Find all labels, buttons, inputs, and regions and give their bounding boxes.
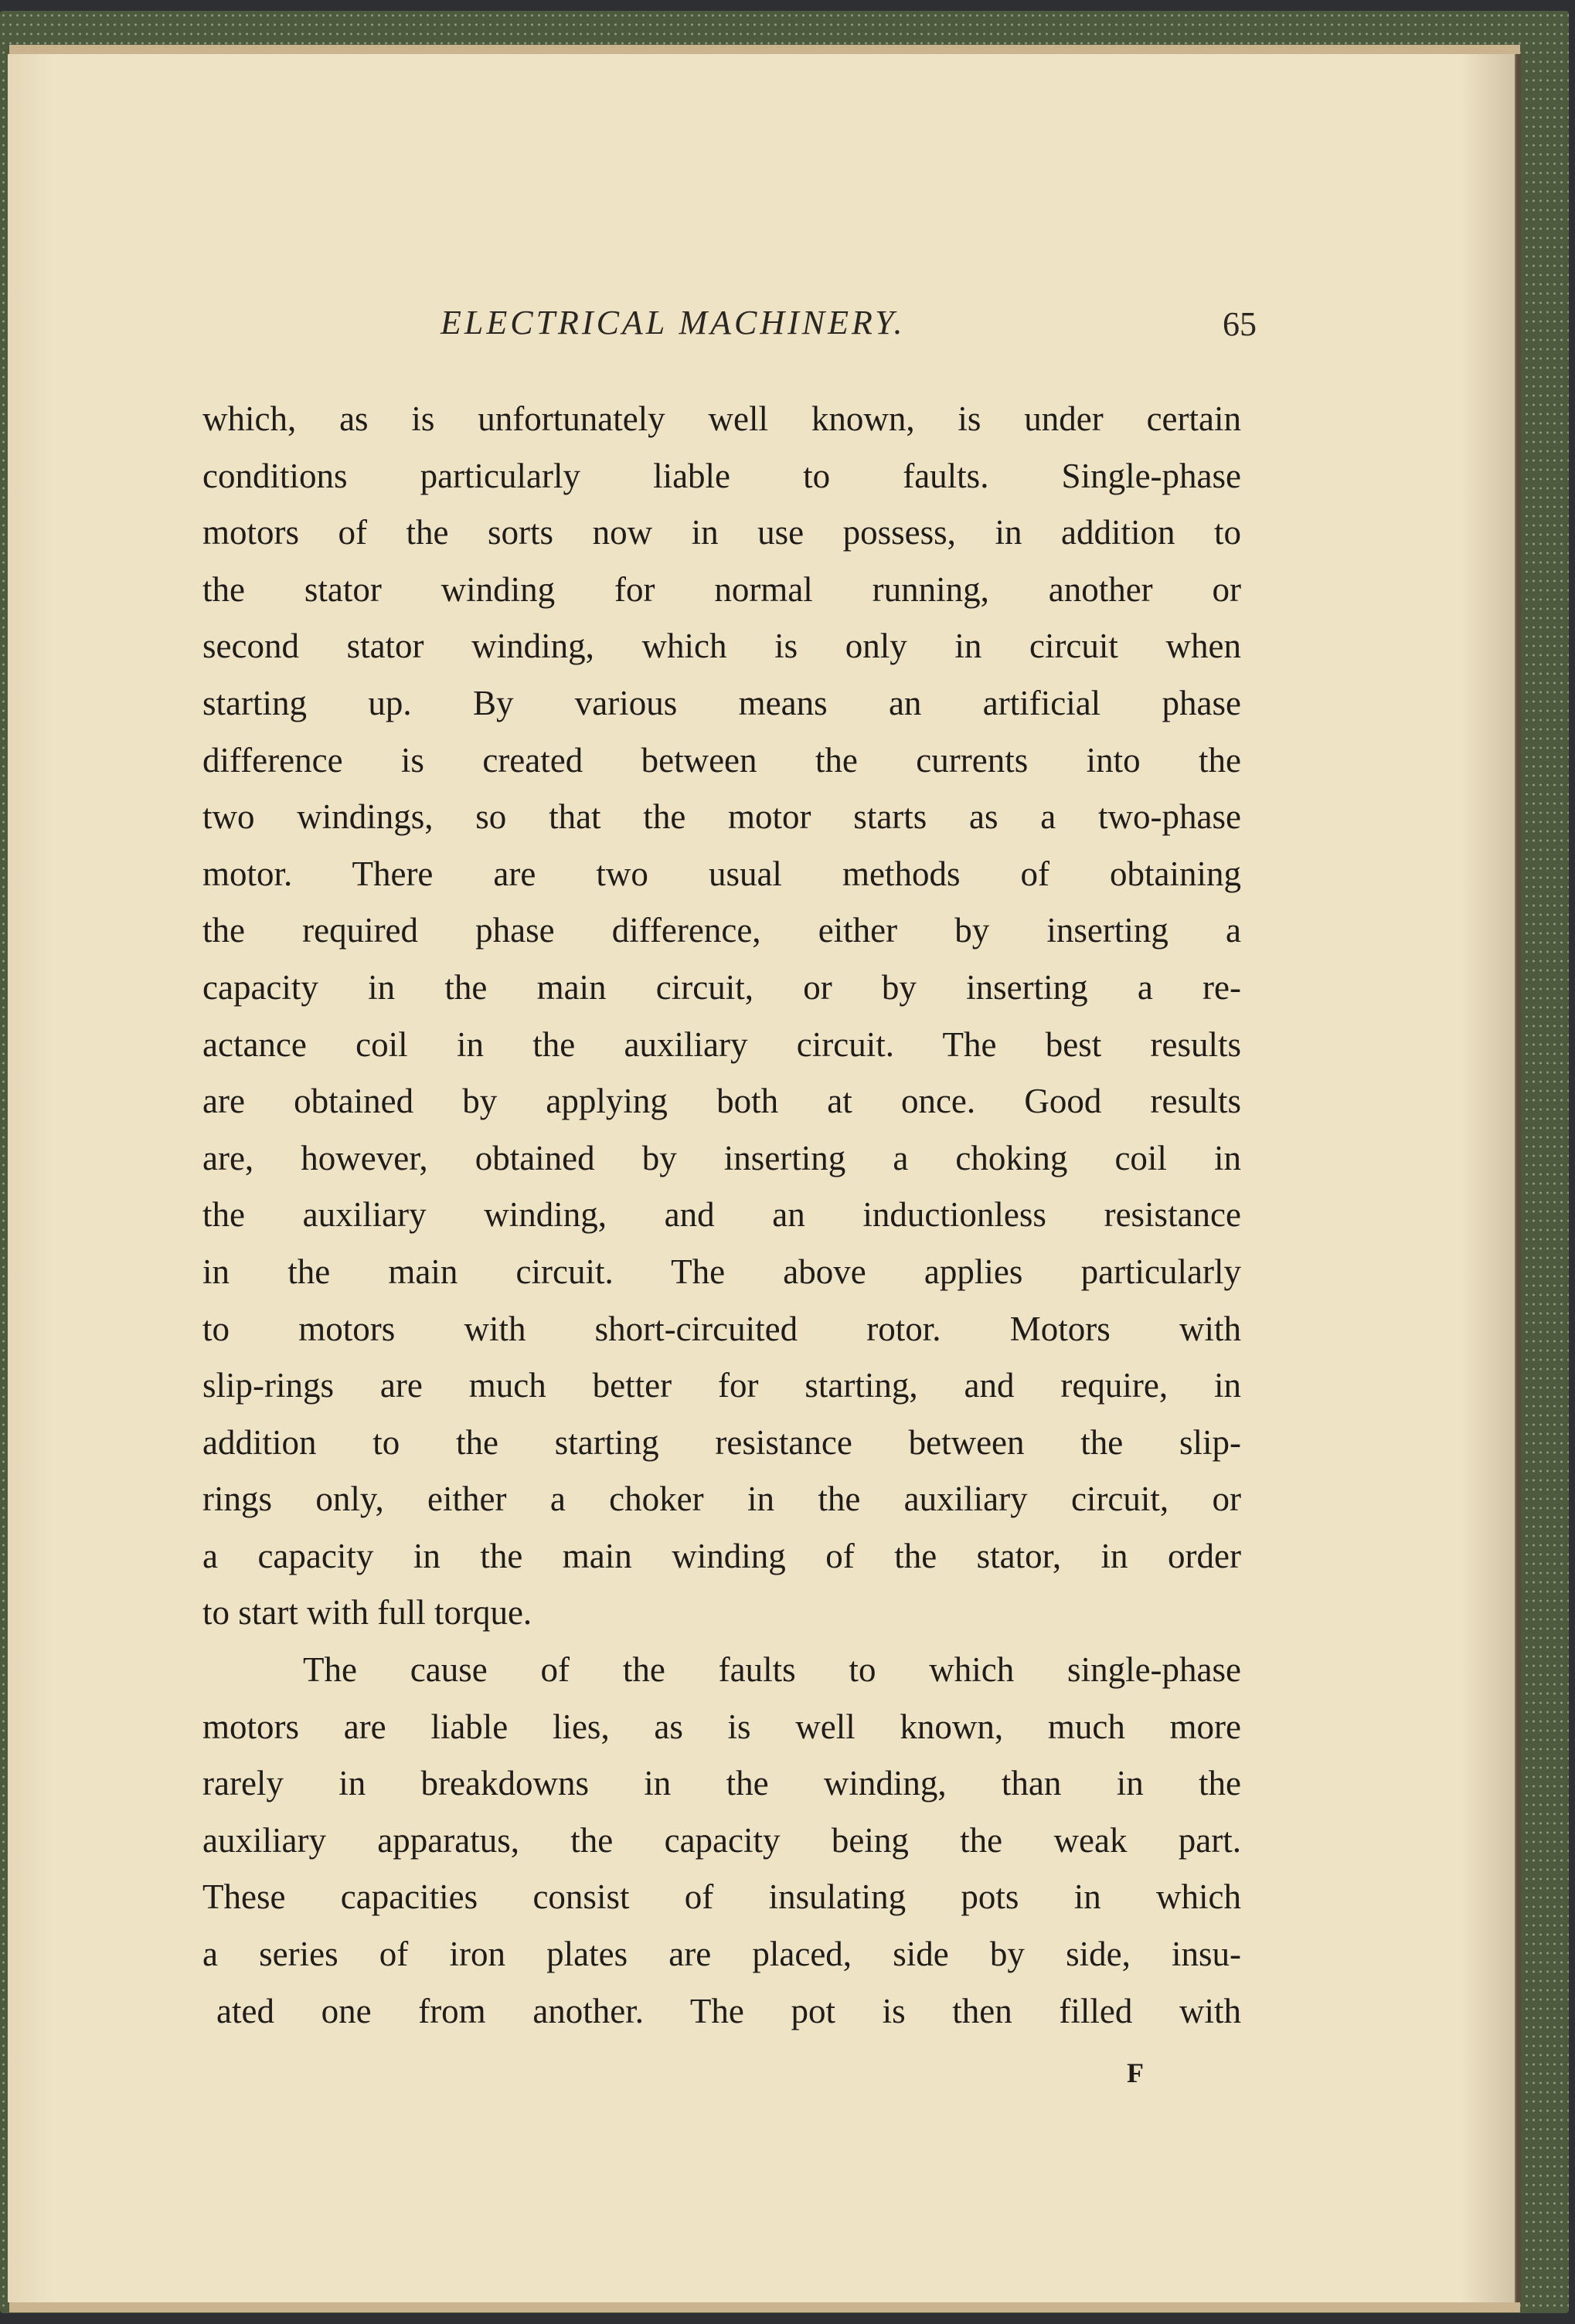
text-line: to motors with short-circuited rotor. Motors with — [202, 1309, 1241, 1348]
text-line: ated one from another. The pot is then filled with — [216, 1991, 1241, 2030]
text-line: slip-rings are much better for starting, and require, in — [202, 1366, 1241, 1405]
text-line: the stator winding for normal running, another or — [202, 569, 1241, 609]
text-line: which, as is unfortunately well known, is under certain — [202, 399, 1241, 438]
paragraph-2 — [202, 1642, 1241, 2040]
text-line: in the main circuit. The above applies particularly — [202, 1252, 1241, 1291]
page-number: 65 — [1223, 305, 1257, 343]
text-line: addition to the starting resistance between the slip- — [202, 1422, 1241, 1462]
text-line: to start with full torque. — [202, 1593, 532, 1633]
text-line: are obtained by applying both at once. Good results — [202, 1082, 1241, 1121]
text-line: motors of the sorts now in use possess, in addition to — [202, 513, 1241, 552]
text-line: a capacity in the main winding of the stator, in order — [202, 1536, 1241, 1575]
body-text — [202, 391, 1241, 2040]
text-line: capacity in the main circuit, or by inserting a re- — [202, 967, 1241, 1007]
text-line: motors are liable lies, as is well known, much more — [202, 1707, 1241, 1746]
text-line: a series of iron plates are placed, side by side, insu- — [202, 1935, 1241, 1974]
text-line: conditions particularly liable to faults. Single-phase — [202, 456, 1241, 495]
text-line: rarely in breakdowns in the winding, than in the — [202, 1764, 1241, 1803]
text-line: the required phase difference, either by inserting a — [202, 911, 1241, 950]
text-line: The cause of the faults to which single-phase — [303, 1650, 1241, 1690]
text-line: two windings, so that the motor starts as a two-phase — [202, 797, 1241, 837]
book-page — [8, 54, 1515, 2302]
text-line: auxiliary apparatus, the capacity being the weak part. — [202, 1820, 1241, 1860]
text-line: are, however, obtained by inserting a choking coil in — [202, 1138, 1241, 1177]
signature-mark: F — [1127, 2057, 1144, 2088]
running-title: ELECTRICAL MACHINERY. — [441, 304, 906, 341]
text-line: rings only, either a choker in the auxiliary circuit, or — [202, 1480, 1241, 1519]
text-line: second stator winding, which is only in circuit when — [202, 627, 1241, 666]
running-head — [8, 303, 1515, 349]
paragraph-1 — [202, 391, 1241, 1642]
text-line: actance coil in the auxiliary circuit. The best results — [202, 1024, 1241, 1064]
text-line: motor. There are two usual methods of obtaining — [202, 854, 1241, 893]
text-line: starting up. By various means an artificial phase — [202, 683, 1241, 722]
text-line: the auxiliary winding, and an inductionless resistance — [202, 1195, 1241, 1235]
text-line: difference is created between the currents into the — [202, 740, 1241, 780]
text-line: These capacities consist of insulating pots in which — [202, 1877, 1241, 1917]
